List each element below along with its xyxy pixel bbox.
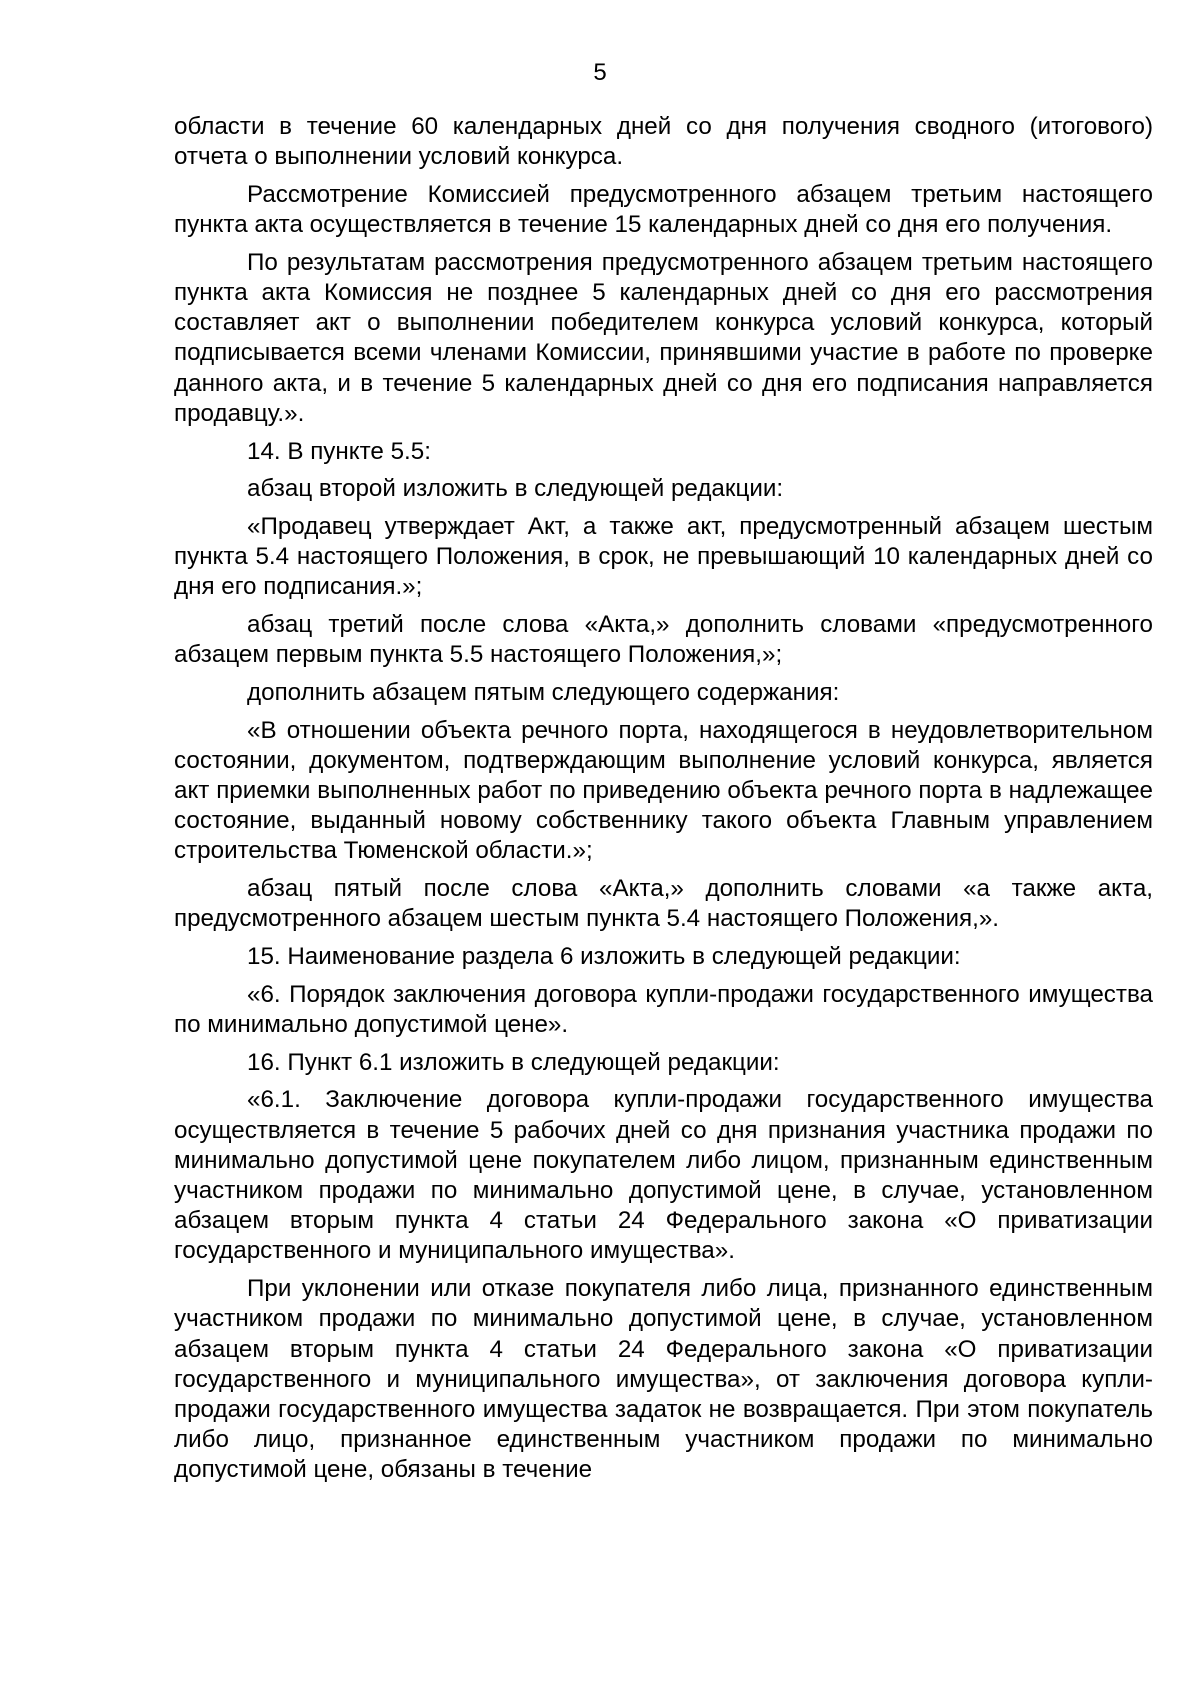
paragraph: абзац пятый после слова «Акта,» дополнить словами «а также акта, предусмотренного абзацем шестым пункта 5.4 настоящего Положения,». (174, 875, 1153, 933)
paragraph: абзац третий после слова «Акта,» дополнить словами «предусмотренного абзацем первым пункта 5.5 настоящего Положения,»; (174, 611, 1153, 669)
paragraph: 14. В пункте 5.5: (247, 437, 431, 465)
paragraph: «6.1. Заключение договора купли-продажи государственного имущества осуществляется в течение 5 рабочих дней со дня признания участника продажи по минимально допустимой цене покупателем либо лицом, признанным единственным участником продажи по минимально допустимой цене, в случае, установленном абзацем вторым пункта 4 статьи 24 Федерального закона «О приватизации государственного и муниципального имущества». (174, 1086, 1153, 1265)
paragraph: «6. Порядок заключения договора купли-продажи государственного имущества по минимально допустимой цене». (174, 980, 1153, 1038)
document-body (174, 112, 1153, 1493)
paragraph: «Продавец утверждает Акт, а также акт, предусмотренный абзацем шестым пункта 5.4 настоящего Положения, в срок, не превышающий 10 календарных дней со дня его подписания.»; (174, 512, 1153, 601)
paragraph: области в течение 60 календарных дней со дня получения сводного (итогового) отчета о выполнении условий конкурса. (174, 113, 1153, 171)
paragraph: 16. Пункт 6.1 изложить в следующей редакции: (247, 1048, 780, 1076)
page-number: 5 (593, 59, 607, 86)
paragraph: По результатам рассмотрения предусмотренного абзацем третьим настоящего пункта акта Комиссия не позднее 5 календарных дней со дня его рассмотрения составляет акт о выполнении победителем конкурса условий конкурса, который подписывается всеми членами Комиссии, принявшими участие в работе по проверке данного акта, и в течение 5 календарных дней со дня его подписания направляется продавцу.». (174, 248, 1153, 427)
paragraph: Рассмотрение Комиссией предусмотренного абзацем третьим настоящего пункта акта осуществляется в течение 15 календарных дней со дня его получения. (174, 180, 1153, 239)
paragraph: дополнить абзацем пятым следующего содержания: (247, 678, 840, 706)
paragraph: При уклонении или отказе покупателя либо лица, признанного единственным участником продажи по минимально допустимой цене, в случае, установленном абзацем вторым пункта 4 статьи 24 Федерального закона «О приватизации государственного и муниципального имущества», от заключения договора купли-продажи государственного имущества задаток не возвращается. При этом покупатель либо лицо, признанное единственным участником продажи по минимально допустимой цене, обязаны в течение (174, 1275, 1153, 1484)
paragraph: «В отношении объекта речного порта, находящегося в неудовлетворительном состоянии, документом, подтверждающим выполнение условий конкурса, является акт приемки выполненных работ по приведению объекта речного порта в надлежащее состояние, выданный новому собственнику такого объекта Главным управлением строительства Тюменской области.»; (174, 716, 1153, 865)
paragraph: абзац второй изложить в следующей редакции: (247, 475, 784, 503)
paragraph: 15. Наименование раздела 6 изложить в следующей редакции: (247, 943, 961, 971)
